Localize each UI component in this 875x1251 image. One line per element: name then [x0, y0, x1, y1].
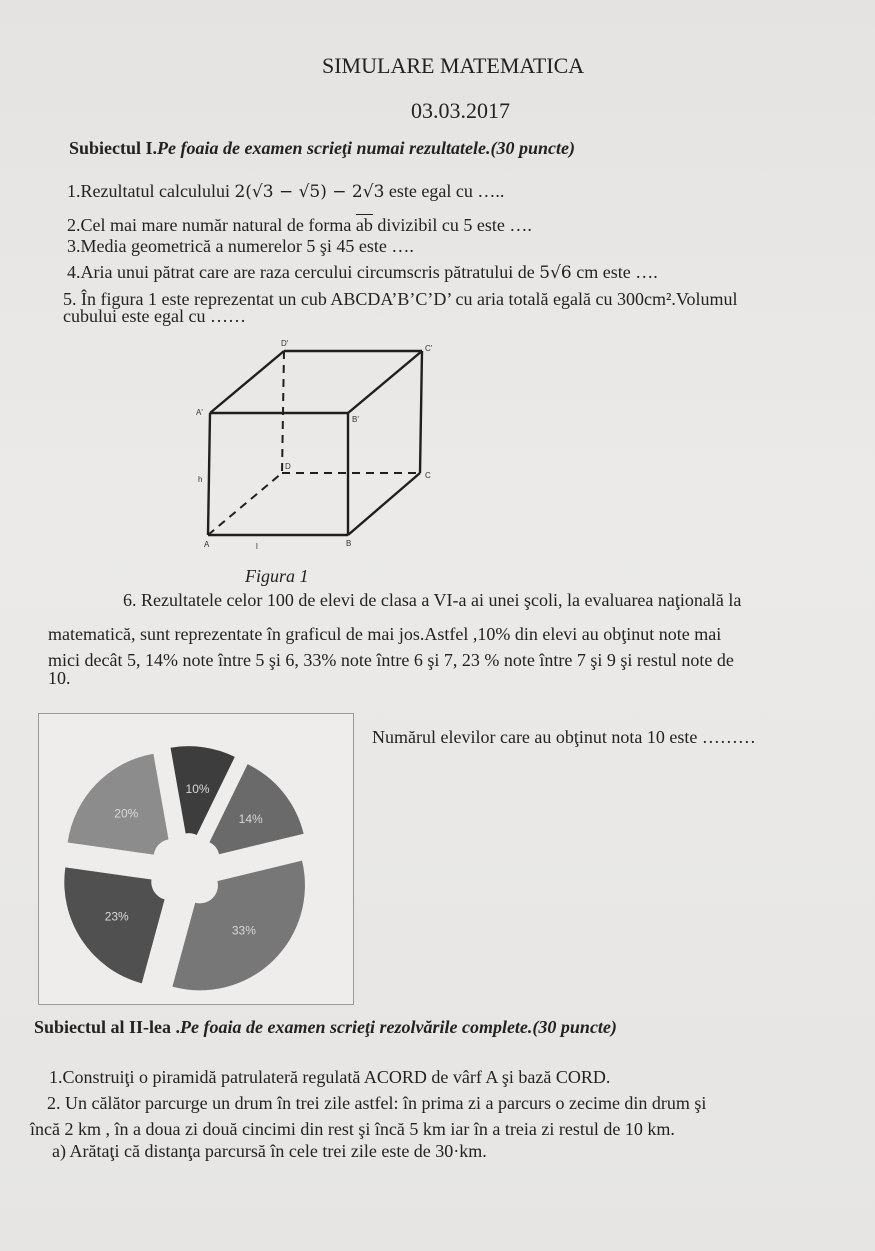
question-6-line1: 6. Rezultatele celor 100 de elevi de clasa a VI-a ai unei şcoli, la evaluarea naţională la [123, 590, 742, 610]
pie-chart [38, 713, 354, 1005]
label-b: B [346, 539, 352, 548]
label-d: D [285, 462, 291, 471]
question-1-text: 1.Rezultatul calculului [67, 181, 230, 201]
question-4-text: 4.Aria unui pătrat care are raza cercului circumscris pătratului de [67, 262, 535, 282]
edge-b1-c1 [348, 351, 422, 413]
pie-label-3: 33% [231, 923, 256, 938]
pie-label-4: 23% [104, 909, 129, 924]
figure-caption: Figura 1 [245, 566, 309, 586]
question-2-suffix: divizibil cu 5 este …. [377, 215, 532, 235]
problem-2-line1: 2. Un călător parcurge un drum în trei zile astfel: în prima zi a parcurs o zecime din drum şi [47, 1093, 707, 1113]
question-4-suffix: cm este …. [576, 262, 658, 282]
pie-label-1: 10% [185, 781, 210, 796]
section1-heading-bold: Subiectul I. [69, 138, 158, 158]
label-a1: A' [196, 408, 203, 417]
cube-figure [190, 336, 450, 556]
hidden-edge-a-d [208, 473, 282, 535]
pie-label-5: 20% [114, 806, 139, 821]
problem-2-line2: încă 2 km , în a doua zi două cincimi din rest şi încă 5 km iar în a treia zi restul de 10 km. [30, 1119, 675, 1139]
edge-c1-c [420, 351, 422, 473]
section1-heading [69, 138, 575, 159]
section2-heading-bold: Subiectul al II-lea . [34, 1017, 181, 1037]
question-3: 3.Media geometrică a numerelor 5 şi 45 este …. [67, 236, 414, 256]
question-6-line3: mici decât 5, 14% note între 5 şi 6, 33% note între 6 şi 7, 23 % note între 7 şi 9 şi restul note de [48, 650, 734, 670]
label-c: C [425, 471, 431, 480]
label-b1: B' [352, 415, 359, 424]
question-6-line2: matematică, sunt reprezentate în graficul de mai jos.Astfel ,10% din elevi au obţinut note mai [48, 624, 722, 644]
section1-heading-points: .(30 puncte) [486, 138, 575, 158]
hidden-edge-d1-d [282, 351, 284, 473]
question-1-expression: 2(√3 − √5) − 2√3 [234, 182, 385, 202]
label-c1: C' [425, 344, 433, 353]
question-2-text: 2.Cel mai mare număr natural de forma [67, 215, 352, 235]
question-6-ask: Numărul elevilor care au obţinut nota 10 este ……… [372, 727, 756, 747]
edge-a1-a [208, 413, 210, 535]
problem-1: 1.Construiţi o piramidă patrulateră regulată ACORD de vârf A şi bază CORD. [49, 1067, 611, 1087]
question-2-variable: $\overline{ab}$ [355, 215, 373, 235]
question-1-suffix: este egal cu ….. [388, 181, 505, 201]
label-a: A [204, 540, 210, 549]
question-5-line1: 5. În figura 1 este reprezentat un cub ABCDA’B’C’D’ cu aria totală egală cu 300cm².Volumul [63, 289, 738, 309]
question-5-line2: cubului este egal cu …… [63, 306, 246, 326]
edge-a1-d1 [210, 351, 284, 413]
section2-heading-points: .(30 puncte) [527, 1017, 617, 1037]
pie-label-2: 14% [238, 811, 263, 826]
question-4-expression: 5√6 [539, 263, 572, 283]
edge-b-c [348, 473, 420, 535]
question-6-line4: 10. [48, 668, 71, 688]
exam-title: SIMULARE MATEMATICA [322, 53, 585, 78]
label-l: l [256, 542, 258, 551]
section2-heading [34, 1017, 617, 1038]
question-4 [67, 262, 658, 283]
question-1 [67, 181, 504, 202]
label-h: h [198, 475, 203, 484]
section2-heading-italic: Pe foaia de examen scrieţi rezolvările complete [180, 1017, 528, 1037]
question-2 [67, 215, 532, 236]
problem-2-a: a) Arătaţi că distanţa parcursă în cele trei zile este de 30·km. [52, 1141, 487, 1161]
exam-date: 03.03.2017 [411, 98, 510, 123]
section1-heading-italic: Pe foaia de examen scrieţi numai rezultatele [157, 138, 486, 158]
label-d1: D' [281, 339, 289, 348]
